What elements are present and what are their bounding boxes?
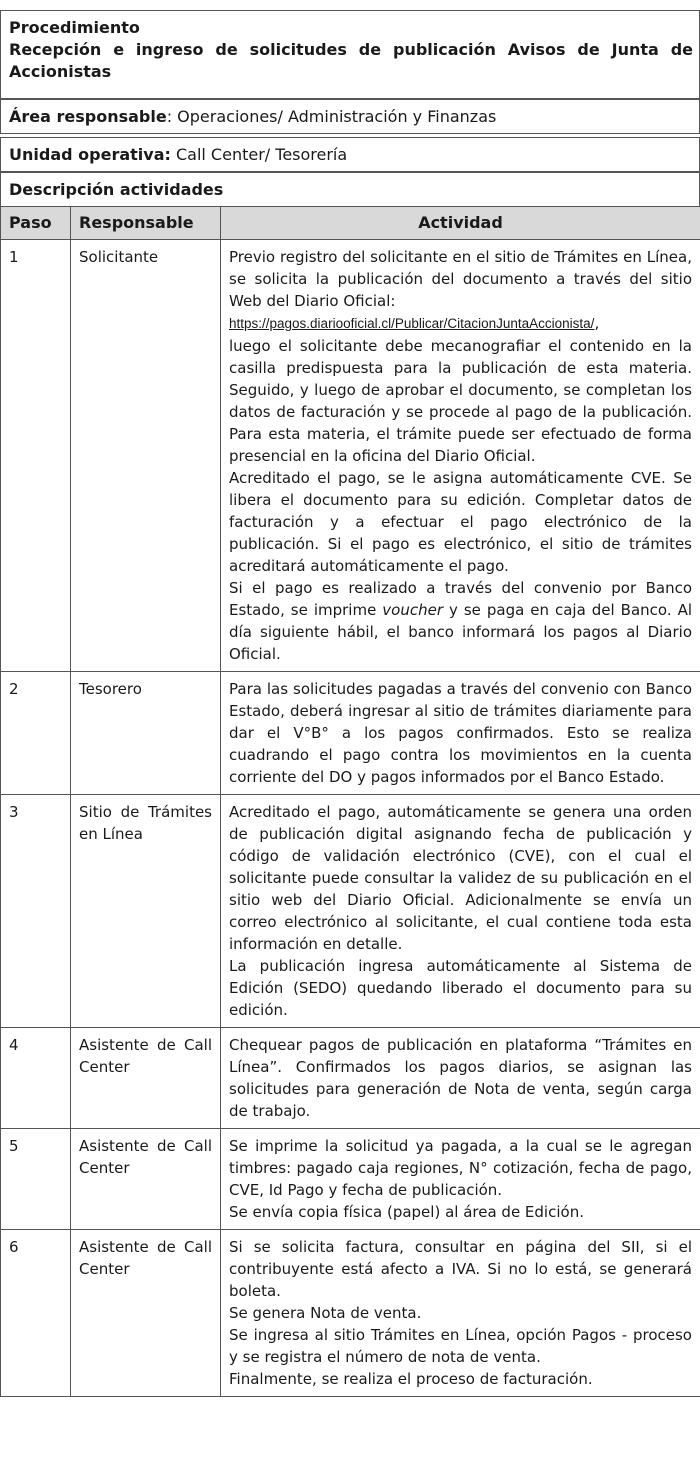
actividad-text: Acreditado el pago, automáticamente se genera una orden de publicación digital asignando fecha de publicación y código de validación electrónico (CVE), con el cual el solicitante puede consultar la validez de su publicación en el sitio web del Diario Oficial. Adicionalmente se envía un correo electrónico al solicitante, el cual contiene toda esta información en detalle. [229,803,692,953]
actividad-text: luego el solicitante debe mecanografiar el contenido en la casilla predispuesta para la publicación de esta materia. Seguido, y luego de aprobar el documento, se completan los datos de facturación y se procede al pago de la publicación. Para esta materia, el trámite puede ser efectuado de forma presencial en la oficina del Diario Oficial. [229,337,692,465]
unidad-operativa-row [0,137,700,172]
paso-cell: 4 [1,1028,71,1129]
responsable-cell: Asistente de Call Center [71,1028,221,1129]
area-responsable-row [0,99,700,134]
actividad-text: Si se solicita factura, consultar en página del SII, si el contribuyente está afecto a IVA. Si no lo está, se generará boleta. [229,1238,692,1300]
actividad-text: Se ingresa al sitio Trámites en Línea, opción Pagos - proceso y se registra el número de nota de venta. [229,1326,692,1366]
area-responsable-label: Área responsable [9,107,167,126]
descripcion-label: Descripción actividades [9,180,224,199]
actividad-text: Se imprime la solicitud ya pagada, a la cual se le agregan timbres: pagado caja regiones, N° cotización, fecha de pago, CVE, Id Pago y fecha de publicación. [229,1137,692,1199]
procedure-label: Procedimiento [9,18,140,37]
table-row [1,1129,700,1230]
procedure-title: Recepción e ingreso de solicitudes de publicación Avisos de Junta de Accionistas [9,40,693,81]
unidad-operativa-label: Unidad operativa: [9,145,171,164]
header-paso: Paso [1,207,71,240]
responsable-cell: Solicitante [71,240,221,672]
actividad-text: Acreditado el pago, se le asigna automáticamente CVE. Se libera el documento para su edición. Completar datos de facturación y a efectuar el pago electrónico de la publicación. Si el pago es electrónico, el sitio de trámites acreditará automáticamente el pago. [229,469,692,575]
table-row [1,672,700,795]
link-comma: , [594,314,600,332]
actividad-text: Si el pago es realizado a través del convenio por Banco Estado, se imprime [229,579,692,619]
paso-cell: 6 [1,1230,71,1397]
responsable-cell: Asistente de Call Center [71,1230,221,1397]
actividad-text: Finalmente, se realiza el proceso de facturación. [229,1370,593,1388]
unidad-operativa-value: Call Center/ Tesorería [170,145,348,164]
actividad-cell [221,1230,700,1397]
table-row [1,1028,700,1129]
paso-cell: 5 [1,1129,71,1230]
actividad-cell [221,1028,700,1129]
table-row [1,240,700,672]
paso-cell: 2 [1,672,71,795]
actividad-cell [221,240,700,672]
voucher-text: voucher [382,601,444,619]
responsable-cell: Asistente de Call Center [71,1129,221,1230]
table-row [1,1230,700,1397]
procedure-header [0,10,700,99]
actividad-text: Se genera Nota de venta. [229,1304,422,1322]
publish-link[interactable]: https://pagos.diariooficial.cl/Publicar/CitacionJuntaAccionista/ [229,316,595,331]
actividad-cell [221,1129,700,1230]
table-header-row [1,207,700,240]
actividad-text: La publicación ingresa automáticamente al Sistema de Edición (SEDO) quedando liberado el documento para su edición. [229,957,692,1019]
paso-cell: 3 [1,795,71,1028]
header-actividad: Actividad [221,207,700,240]
header-responsable: Responsable [71,207,221,240]
actividad-text: y se paga en caja del Banco. Al día siguiente hábil, el banco informará los pagos al Diario Oficial. [229,601,692,663]
responsable-cell: Sitio de Trámites en Línea [71,795,221,1028]
area-responsable-value: : Operaciones/ Administración y Finanzas [166,107,497,126]
actividad-text: Previo registro del solicitante en el sitio de Trámites en Línea, se solicita la publicación del documento a través del sitio Web del Diario Oficial: [229,248,692,310]
actividad-cell [221,795,700,1028]
actividad-text: Chequear pagos de publicación en plataforma “Trámites en Línea”. Confirmados los pagos diarios, se asignan las solicitudes para generación de Nota de venta, según carga de trabajo. [229,1036,692,1120]
table-row [1,795,700,1028]
responsable-cell: Tesorero [71,672,221,795]
actividad-text: Se envía copia física (papel) al área de Edición. [229,1203,584,1221]
paso-cell: 1 [1,240,71,672]
actividad-text: Para las solicitudes pagadas a través del convenio con Banco Estado, deberá ingresar al sitio de trámites diariamente para dar el V°B° a los pagos confirmados. Esto se realiza cuadrando el pago contra los movimientos en la cuenta corriente del DO y pagos informados por el Banco Estado. [229,680,692,786]
actividad-cell [221,672,700,795]
activities-table [0,206,700,1397]
descripcion-row [0,172,700,207]
